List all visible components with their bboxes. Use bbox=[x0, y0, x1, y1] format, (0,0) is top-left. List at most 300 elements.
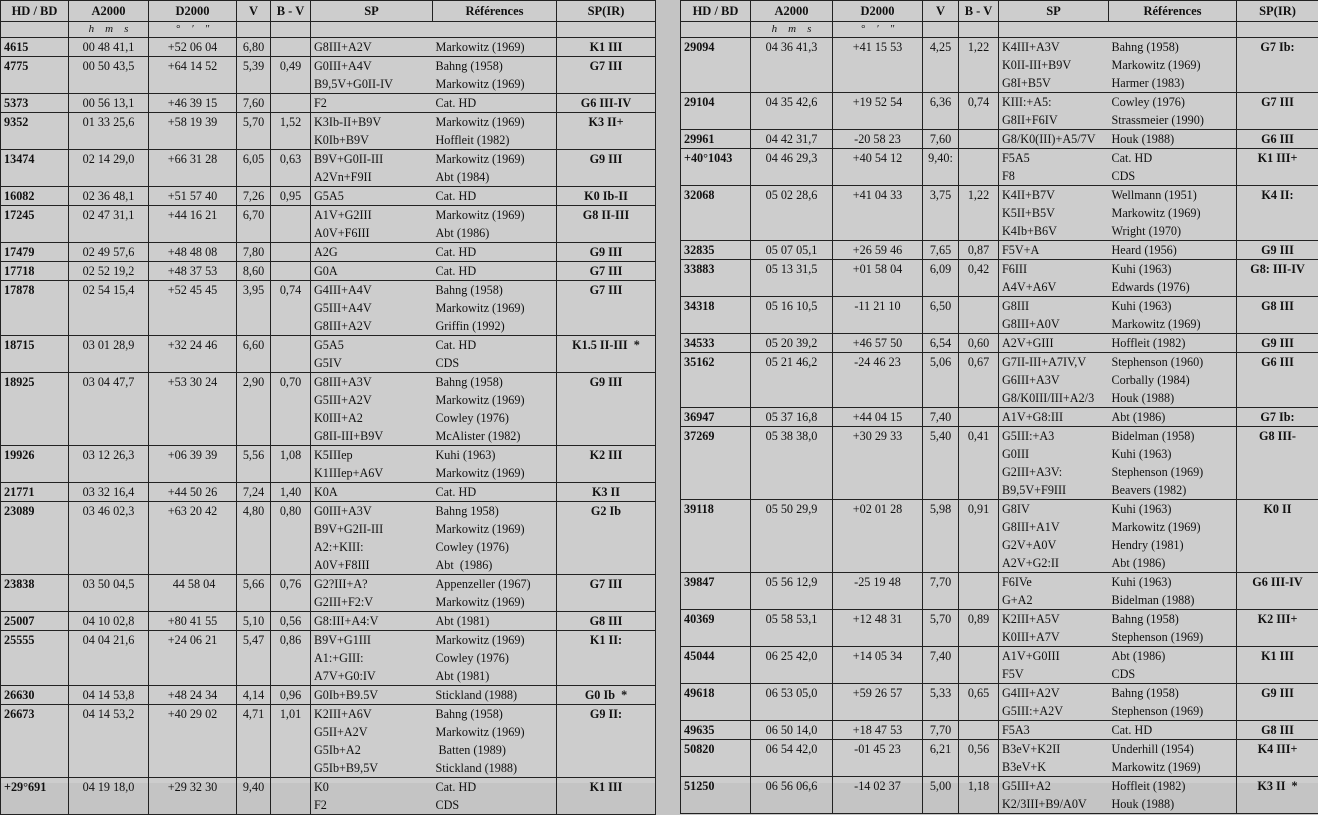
reference-line: Bidelman (1988) bbox=[1112, 591, 1234, 609]
sp-ir-cell: G8 II-III bbox=[557, 206, 656, 243]
star-row bbox=[681, 721, 1318, 740]
spectral-type-cell bbox=[999, 740, 1109, 777]
col-ra-header: A2000 bbox=[751, 1, 833, 22]
reference-line: Bahng (1958) bbox=[436, 57, 554, 75]
sp-ir-cell: G8 III bbox=[1237, 721, 1318, 740]
spectral-type-cell bbox=[999, 500, 1109, 573]
spectral-type-cell bbox=[999, 38, 1109, 93]
star-row bbox=[681, 777, 1318, 814]
spectral-type-line: B3eV+K bbox=[1002, 758, 1106, 776]
hd-cell: 29104 bbox=[681, 93, 751, 130]
hd-cell: 32068 bbox=[681, 186, 751, 241]
col-bv-header: B - V bbox=[959, 1, 999, 22]
sp-ir-cell: G8 III- bbox=[1237, 427, 1318, 500]
spectral-type-line: G8:III+A4:V bbox=[314, 612, 430, 630]
reference-line: Houk (1988) bbox=[1112, 389, 1234, 407]
reference-cell bbox=[433, 631, 557, 686]
reference-line: Hoffleit (1982) bbox=[436, 131, 554, 149]
spectral-type-line: A1V+G8:III bbox=[1002, 408, 1106, 426]
reference-cell bbox=[433, 38, 557, 57]
hd-cell: 37269 bbox=[681, 427, 751, 500]
star-row bbox=[1, 483, 656, 502]
reference-line: Batten (1989) bbox=[436, 741, 554, 759]
ra-cell: 02 36 48,1 bbox=[69, 187, 149, 206]
spectral-type-line: K2III+A6V bbox=[314, 705, 430, 723]
spectral-type-line: G6III+A3V bbox=[1002, 371, 1106, 389]
reference-line: Heard (1956) bbox=[1112, 241, 1234, 259]
spectral-type-line: F5A5 bbox=[1002, 149, 1106, 167]
reference-line: Cat. HD bbox=[436, 94, 554, 112]
reference-line: Kuhi (1963) bbox=[1112, 573, 1234, 591]
reference-line: McAlister (1982) bbox=[436, 427, 554, 445]
spectral-type-cell bbox=[311, 612, 433, 631]
b-v-cell bbox=[271, 262, 311, 281]
hd-cell: 39847 bbox=[681, 573, 751, 610]
reference-cell bbox=[1109, 427, 1237, 500]
v-magnitude-cell: 2,90 bbox=[237, 373, 271, 446]
spectral-type-line: K5IIIep bbox=[314, 446, 430, 464]
b-v-cell: 1,40 bbox=[271, 483, 311, 502]
reference-line: Cat. HD bbox=[436, 243, 554, 261]
dec-cell: +52 45 45 bbox=[149, 281, 237, 336]
spectral-type-cell bbox=[999, 260, 1109, 297]
ra-cell: 01 33 25,6 bbox=[69, 113, 149, 150]
spectral-type-line: G5III+A2V bbox=[314, 391, 430, 409]
spectral-type-line: K0III+A2 bbox=[314, 409, 430, 427]
left-table-body bbox=[1, 22, 656, 815]
dec-cell: +30 29 33 bbox=[833, 427, 923, 500]
hd-cell: 13474 bbox=[1, 150, 69, 187]
hd-cell: 17479 bbox=[1, 243, 69, 262]
spectral-type-line: G2?III+A? bbox=[314, 575, 430, 593]
ra-cell: 03 01 28,9 bbox=[69, 336, 149, 373]
v-magnitude-cell: 4,14 bbox=[237, 686, 271, 705]
reference-line: Cat. HD bbox=[436, 778, 554, 796]
reference-line: Kuhi (1963) bbox=[1112, 297, 1234, 315]
b-v-cell: 1,18 bbox=[959, 777, 999, 814]
dec-cell: +53 30 24 bbox=[149, 373, 237, 446]
dec-cell: +48 37 53 bbox=[149, 262, 237, 281]
ra-cell: 04 10 02,8 bbox=[69, 612, 149, 631]
star-row bbox=[681, 38, 1318, 93]
col-bv-header: B - V bbox=[271, 1, 311, 22]
spectral-type-cell bbox=[999, 573, 1109, 610]
ra-cell: 05 07 05,1 bbox=[751, 241, 833, 260]
v-magnitude-cell: 8,60 bbox=[237, 262, 271, 281]
spectral-type-line: G0III bbox=[1002, 445, 1106, 463]
ra-cell: 05 58 53,1 bbox=[751, 610, 833, 647]
v-magnitude-cell: 6,21 bbox=[923, 740, 959, 777]
reference-cell bbox=[1109, 297, 1237, 334]
star-row bbox=[1, 38, 656, 57]
spectral-type-cell bbox=[311, 150, 433, 187]
spectral-type-cell bbox=[311, 705, 433, 778]
dec-cell: +80 41 55 bbox=[149, 612, 237, 631]
sp-ir-cell: K3 II+ bbox=[557, 113, 656, 150]
hd-cell: 36947 bbox=[681, 408, 751, 427]
v-magnitude-cell: 7,26 bbox=[237, 187, 271, 206]
v-magnitude-cell: 6,80 bbox=[237, 38, 271, 57]
ra-cell: 06 56 06,6 bbox=[751, 777, 833, 814]
dec-cell: +44 04 15 bbox=[833, 408, 923, 427]
reference-line: Griffin (1992) bbox=[436, 317, 554, 335]
spectral-type-cell bbox=[311, 262, 433, 281]
spectral-type-line: F5V bbox=[1002, 665, 1106, 683]
reference-cell bbox=[433, 336, 557, 373]
spectral-type-line: A2Vn+F9II bbox=[314, 168, 430, 186]
spectral-type-cell bbox=[311, 94, 433, 113]
reference-cell bbox=[433, 262, 557, 281]
star-row bbox=[1, 281, 656, 336]
spectral-type-cell bbox=[999, 297, 1109, 334]
reference-cell bbox=[433, 483, 557, 502]
reference-line: Houk (1988) bbox=[1112, 130, 1234, 148]
dec-cell: +64 14 52 bbox=[149, 57, 237, 94]
spectral-type-line: F6III bbox=[1002, 260, 1106, 278]
sp-ir-cell: G6 III-IV bbox=[557, 94, 656, 113]
spectral-type-line: F5V+A bbox=[1002, 241, 1106, 259]
spectral-type-line: G0A bbox=[314, 262, 430, 280]
reference-line: Cat. HD bbox=[436, 262, 554, 280]
v-magnitude-cell: 5,47 bbox=[237, 631, 271, 686]
reference-cell bbox=[1109, 260, 1237, 297]
spectral-type-line: G8IV bbox=[1002, 500, 1106, 518]
reference-cell bbox=[1109, 93, 1237, 130]
spectral-type-cell bbox=[999, 647, 1109, 684]
star-row bbox=[1, 262, 656, 281]
spectral-type-cell bbox=[999, 408, 1109, 427]
left-header-row bbox=[1, 1, 656, 22]
reference-line: CDS bbox=[436, 796, 554, 814]
sp-ir-cell: K0 Ib-II bbox=[557, 187, 656, 206]
spectral-type-line: G8III+A2V bbox=[314, 38, 430, 56]
sp-ir-cell: G9 III bbox=[1237, 334, 1318, 353]
spectral-type-line: G8II-III+B9V bbox=[314, 427, 430, 445]
spectral-type-cell bbox=[311, 57, 433, 94]
star-row bbox=[681, 93, 1318, 130]
v-magnitude-cell: 7,60 bbox=[923, 130, 959, 149]
b-v-cell: 0,60 bbox=[959, 334, 999, 353]
b-v-cell: 0,89 bbox=[959, 610, 999, 647]
star-row bbox=[1, 336, 656, 373]
spectral-type-line: K1IIIep+A6V bbox=[314, 464, 430, 482]
v-magnitude-cell: 7,24 bbox=[237, 483, 271, 502]
reference-line: Bahng (1958) bbox=[1112, 38, 1234, 56]
reference-cell bbox=[433, 206, 557, 243]
right-table-body bbox=[681, 22, 1318, 814]
reference-line: Markowitz (1969) bbox=[436, 38, 554, 56]
spectral-type-line: G5A5 bbox=[314, 336, 430, 354]
reference-cell bbox=[433, 612, 557, 631]
b-v-cell: 1,52 bbox=[271, 113, 311, 150]
sp-ir-cell: K2 III bbox=[557, 446, 656, 483]
spectral-type-line: G5III+A4V bbox=[314, 299, 430, 317]
star-row bbox=[1, 57, 656, 94]
reference-line: Markowitz (1969) bbox=[1112, 56, 1234, 74]
spectral-type-cell bbox=[311, 206, 433, 243]
sp-ir-cell: G7 Ib: bbox=[1237, 408, 1318, 427]
spectral-type-line: K2/3III+B9/A0V bbox=[1002, 795, 1106, 813]
spectral-type-line: A0V+F8III bbox=[314, 556, 430, 574]
sp-ir-cell: G7 III bbox=[557, 575, 656, 612]
reference-line: Markowitz (1969) bbox=[436, 391, 554, 409]
reference-line: Bahng (1958) bbox=[436, 705, 554, 723]
reference-cell bbox=[1109, 500, 1237, 573]
reference-line: CDS bbox=[1112, 167, 1234, 185]
b-v-cell: 0,74 bbox=[271, 281, 311, 336]
b-v-cell bbox=[959, 721, 999, 740]
reference-line: Cat. HD bbox=[1112, 721, 1234, 739]
reference-cell bbox=[433, 686, 557, 705]
dec-cell: +14 05 34 bbox=[833, 647, 923, 684]
spectral-type-line: K0II-III+B9V bbox=[1002, 56, 1106, 74]
reference-line: Markowitz (1969) bbox=[1112, 204, 1234, 222]
spectral-type-line: G7II-III+A7IV,V bbox=[1002, 353, 1106, 371]
v-magnitude-cell: 4,25 bbox=[923, 38, 959, 93]
reference-cell bbox=[433, 150, 557, 187]
spectral-type-line: A1V+G0III bbox=[1002, 647, 1106, 665]
b-v-cell: 1,22 bbox=[959, 186, 999, 241]
v-magnitude-cell: 5,70 bbox=[923, 610, 959, 647]
v-magnitude-cell: 5,06 bbox=[923, 353, 959, 408]
reference-cell bbox=[433, 575, 557, 612]
dec-cell: +01 58 04 bbox=[833, 260, 923, 297]
sp-ir-cell: G6 III-IV bbox=[1237, 573, 1318, 610]
spectral-type-line: A2V+G2:II bbox=[1002, 554, 1106, 572]
star-row bbox=[681, 186, 1318, 241]
star-row bbox=[681, 334, 1318, 353]
v-magnitude-cell: 5,40 bbox=[923, 427, 959, 500]
left-table-panel bbox=[0, 0, 655, 783]
dec-cell: +40 54 12 bbox=[833, 149, 923, 186]
reference-line: Underhill (1954) bbox=[1112, 740, 1234, 758]
dec-units: ° ′ ″ bbox=[833, 22, 923, 38]
hd-cell: 17245 bbox=[1, 206, 69, 243]
spectral-type-line: A2:+KIII: bbox=[314, 538, 430, 556]
b-v-cell: 0,63 bbox=[271, 150, 311, 187]
sp-ir-cell: G9 III bbox=[1237, 684, 1318, 721]
hd-cell: 25007 bbox=[1, 612, 69, 631]
spectral-type-line: F2 bbox=[314, 94, 430, 112]
spectral-type-cell bbox=[311, 446, 433, 483]
v-magnitude-cell: 4,80 bbox=[237, 502, 271, 575]
reference-line: Bahng (1958) bbox=[436, 373, 554, 391]
reference-line: Bahng (1958) bbox=[436, 281, 554, 299]
dec-cell: +40 29 02 bbox=[149, 705, 237, 778]
spectral-type-line: B9,5V+F9III bbox=[1002, 481, 1106, 499]
dec-cell: +48 48 08 bbox=[149, 243, 237, 262]
ra-cell: 05 50 29,9 bbox=[751, 500, 833, 573]
hd-cell: 39118 bbox=[681, 500, 751, 573]
v-magnitude-cell: 5,98 bbox=[923, 500, 959, 573]
ra-cell: 04 14 53,8 bbox=[69, 686, 149, 705]
v-magnitude-cell: 5,39 bbox=[237, 57, 271, 94]
reference-line: Wright (1970) bbox=[1112, 222, 1234, 240]
hd-cell: 35162 bbox=[681, 353, 751, 408]
spectral-type-cell bbox=[999, 427, 1109, 500]
v-magnitude-cell: 4,71 bbox=[237, 705, 271, 778]
star-row bbox=[681, 573, 1318, 610]
reference-line: Cowley (1976) bbox=[436, 409, 554, 427]
ra-cell: 04 19 18,0 bbox=[69, 778, 149, 815]
reference-cell bbox=[433, 281, 557, 336]
b-v-cell bbox=[271, 206, 311, 243]
dec-cell: +48 24 34 bbox=[149, 686, 237, 705]
dec-cell: +41 04 33 bbox=[833, 186, 923, 241]
reference-cell bbox=[1109, 721, 1237, 740]
hd-cell: 29961 bbox=[681, 130, 751, 149]
spectral-type-line: G2III+A3V: bbox=[1002, 463, 1106, 481]
b-v-cell: 0,74 bbox=[959, 93, 999, 130]
sp-ir-cell: K1 III+ bbox=[1237, 149, 1318, 186]
spectral-type-line: K4II+B7V bbox=[1002, 186, 1106, 204]
v-magnitude-cell: 7,65 bbox=[923, 241, 959, 260]
reference-line: Markowitz (1969) bbox=[436, 593, 554, 611]
col-spir-header: SP(IR) bbox=[557, 1, 656, 22]
sp-ir-cell: K2 III+ bbox=[1237, 610, 1318, 647]
dec-cell: +32 24 46 bbox=[149, 336, 237, 373]
b-v-cell bbox=[959, 149, 999, 186]
spectral-type-line: B9,5V+G0II-IV bbox=[314, 75, 430, 93]
reference-line: Wellmann (1951) bbox=[1112, 186, 1234, 204]
ra-cell: 02 49 57,6 bbox=[69, 243, 149, 262]
spectral-type-line: A4V+A6V bbox=[1002, 278, 1106, 296]
dec-cell: +66 31 28 bbox=[149, 150, 237, 187]
ra-units: h m s bbox=[751, 22, 833, 38]
v-magnitude-cell: 7,70 bbox=[923, 573, 959, 610]
hd-cell: 4615 bbox=[1, 38, 69, 57]
reference-line: Cowley (1976) bbox=[436, 649, 554, 667]
v-magnitude-cell: 5,00 bbox=[923, 777, 959, 814]
b-v-cell bbox=[959, 297, 999, 334]
reference-cell bbox=[433, 57, 557, 94]
reference-line: Hoffleit (1982) bbox=[1112, 777, 1234, 795]
b-v-cell bbox=[271, 243, 311, 262]
v-magnitude-cell: 6,36 bbox=[923, 93, 959, 130]
col-hd-header: HD / BD bbox=[1, 1, 69, 22]
spectral-type-line: G4III+A4V bbox=[314, 281, 430, 299]
dec-cell: +46 39 15 bbox=[149, 94, 237, 113]
v-magnitude-cell: 5,66 bbox=[237, 575, 271, 612]
reference-line: Cowley (1976) bbox=[436, 538, 554, 556]
spectral-type-line: F5A3 bbox=[1002, 721, 1106, 739]
sp-ir-cell: G0 Ib * bbox=[557, 686, 656, 705]
hd-cell: 49635 bbox=[681, 721, 751, 740]
star-row bbox=[1, 631, 656, 686]
sp-ir-cell: G7 III bbox=[557, 262, 656, 281]
spectral-type-line: B9V+G0II-III bbox=[314, 150, 430, 168]
dec-cell: +12 48 31 bbox=[833, 610, 923, 647]
star-row bbox=[1, 206, 656, 243]
ra-cell: 05 21 46,2 bbox=[751, 353, 833, 408]
reference-cell bbox=[1109, 149, 1237, 186]
star-row bbox=[1, 778, 656, 815]
v-magnitude-cell: 7,40 bbox=[923, 408, 959, 427]
spectral-type-line: A1V+G2III bbox=[314, 206, 430, 224]
b-v-cell: 0,49 bbox=[271, 57, 311, 94]
reference-line: Kuhi (1963) bbox=[1112, 445, 1234, 463]
spectral-type-line: B3eV+K2II bbox=[1002, 740, 1106, 758]
star-row bbox=[1, 373, 656, 446]
dec-cell: +41 15 53 bbox=[833, 38, 923, 93]
reference-line: Strassmeier (1990) bbox=[1112, 111, 1234, 129]
spectral-type-line: K4Ib+B6V bbox=[1002, 222, 1106, 240]
col-ref-header: Références bbox=[1109, 1, 1237, 22]
reference-cell bbox=[433, 705, 557, 778]
v-magnitude-cell: 5,56 bbox=[237, 446, 271, 483]
spectral-type-line: K0Ib+B9V bbox=[314, 131, 430, 149]
spectral-type-line: K0III+A7V bbox=[1002, 628, 1106, 646]
sp-ir-cell: K4 II: bbox=[1237, 186, 1318, 241]
reference-cell bbox=[433, 446, 557, 483]
ra-cell: 03 04 47,7 bbox=[69, 373, 149, 446]
hd-cell: 4775 bbox=[1, 57, 69, 94]
dec-units: ° ′ ″ bbox=[149, 22, 237, 38]
spectral-type-line: G8I+B5V bbox=[1002, 74, 1106, 92]
spectral-type-cell bbox=[311, 686, 433, 705]
b-v-cell: 1,01 bbox=[271, 705, 311, 778]
reference-line: Kuhi (1963) bbox=[436, 446, 554, 464]
spectral-type-line: G+A2 bbox=[1002, 591, 1106, 609]
col-ref-header: Références bbox=[433, 1, 557, 22]
reference-line: Bidelman (1958) bbox=[1112, 427, 1234, 445]
ra-cell: 05 56 12,9 bbox=[751, 573, 833, 610]
dec-cell: +02 01 28 bbox=[833, 500, 923, 573]
v-magnitude-cell: 5,70 bbox=[237, 113, 271, 150]
reference-cell bbox=[433, 373, 557, 446]
b-v-cell: 0,67 bbox=[959, 353, 999, 408]
ra-cell: 05 20 39,2 bbox=[751, 334, 833, 353]
v-magnitude-cell: 9,40 bbox=[237, 778, 271, 815]
spectral-type-cell bbox=[311, 336, 433, 373]
spectral-type-line: G8/K0III/III+A2/3 bbox=[1002, 389, 1106, 407]
spectral-type-line: A1:+GIII: bbox=[314, 649, 430, 667]
reference-cell bbox=[1109, 610, 1237, 647]
ra-cell: 04 36 41,3 bbox=[751, 38, 833, 93]
sp-ir-cell: G6 III bbox=[1237, 130, 1318, 149]
v-magnitude-cell: 6,50 bbox=[923, 297, 959, 334]
dec-cell: +29 32 30 bbox=[149, 778, 237, 815]
v-magnitude-cell: 7,80 bbox=[237, 243, 271, 262]
reference-line: Abt (1986) bbox=[1112, 408, 1234, 426]
sp-ir-cell: K1 II: bbox=[557, 631, 656, 686]
sp-ir-cell: K4 III+ bbox=[1237, 740, 1318, 777]
reference-line: Edwards (1976) bbox=[1112, 278, 1234, 296]
reference-line: Markowitz (1969) bbox=[1112, 758, 1234, 776]
spectral-type-line: G5Ib+B9,5V bbox=[314, 759, 430, 777]
hd-cell: 29094 bbox=[681, 38, 751, 93]
dec-cell: -14 02 37 bbox=[833, 777, 923, 814]
hd-cell: 9352 bbox=[1, 113, 69, 150]
reference-line: Markowitz (1969) bbox=[436, 206, 554, 224]
dec-cell: -25 19 48 bbox=[833, 573, 923, 610]
spectral-type-line: G5A5 bbox=[314, 187, 430, 205]
ra-cell: 02 14 29,0 bbox=[69, 150, 149, 187]
b-v-cell: 0,91 bbox=[959, 500, 999, 573]
dec-cell: +24 06 21 bbox=[149, 631, 237, 686]
ra-cell: 04 35 42,6 bbox=[751, 93, 833, 130]
spectral-type-cell bbox=[999, 93, 1109, 130]
col-hd-header: HD / BD bbox=[681, 1, 751, 22]
spectral-type-cell bbox=[999, 610, 1109, 647]
sp-ir-cell: G9 III bbox=[557, 243, 656, 262]
reference-cell bbox=[433, 94, 557, 113]
ra-cell: 03 46 02,3 bbox=[69, 502, 149, 575]
ra-cell: 00 50 43,5 bbox=[69, 57, 149, 94]
v-magnitude-cell: 6,05 bbox=[237, 150, 271, 187]
reference-line: Hoffleit (1982) bbox=[1112, 334, 1234, 352]
spectral-type-cell bbox=[311, 281, 433, 336]
